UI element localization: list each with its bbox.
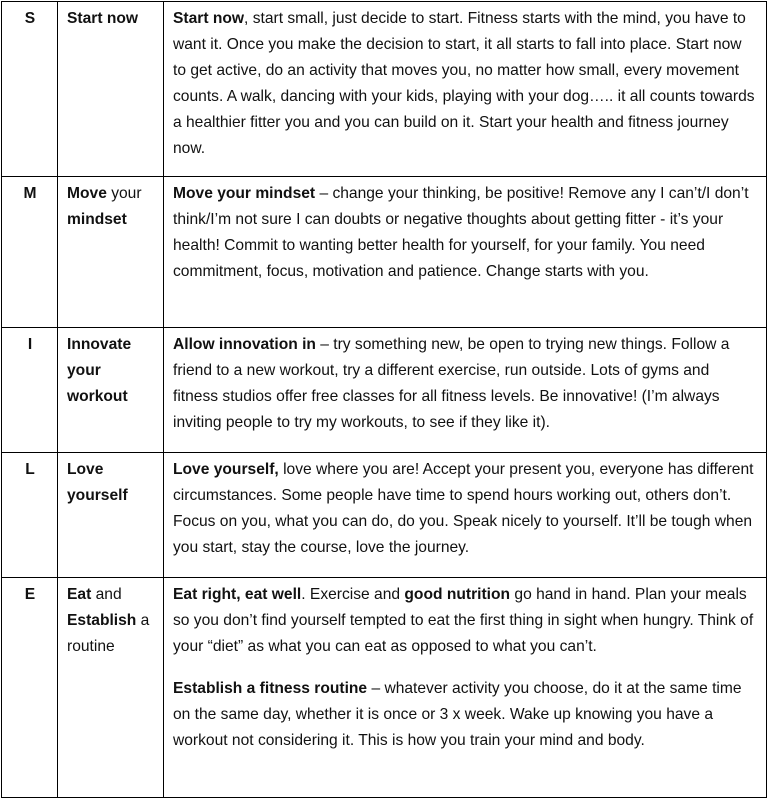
description-bold-text: Establish a fitness routine — [173, 680, 368, 697]
description-bold-text: Start now — [173, 10, 245, 27]
description-text: – change your thinking, be positive! Remove any I can’t/I don’t think/I’m not sure I can doubts or negative thoughts about getting fitter - it’s your health! Commit to wanting better health for yourself, for your family. You need commitment, focus, motivation and patience. Change starts with you. — [173, 185, 749, 280]
description-text: , start small, just decide to start. Fitness starts with the mind, you have to want it. Once you make the decision to start, it all starts to fall into place. Start now to get active, do an activity that moves you, no matter how small, every movement counts. A walk, dancing with your kids, playing with your dog….. it all counts towards a healthier fitter you and you can build on it. Start your health and fitness journey now. — [173, 10, 755, 157]
description-text: – try something new, be open to trying new things. Follow a friend to a new workout, try a different exercise, run outside. Lots of gyms and fitness studios offer free classes for all fitness levels. Be innovative! (I’m always inviting people to try my workouts, to see if they like it). — [173, 336, 730, 431]
theme-text: Love yourself — [67, 461, 128, 504]
description-cell — [164, 328, 767, 453]
theme-cell — [58, 177, 164, 328]
theme-text: Innovate your workout — [67, 336, 132, 405]
description-paragraph — [173, 582, 758, 660]
description-bold-text: Love yourself, — [173, 461, 279, 478]
theme-text: Eat — [67, 586, 92, 603]
theme-cell — [58, 2, 164, 177]
description-paragraph — [173, 676, 758, 754]
theme-text: Establish — [67, 612, 137, 629]
theme-cell — [58, 578, 164, 798]
letter-cell — [2, 453, 58, 578]
letter: E — [24, 586, 36, 603]
theme-text: your — [106, 185, 142, 202]
theme-cell — [58, 328, 164, 453]
theme-text: Move — [67, 185, 107, 202]
description-paragraph — [173, 181, 758, 285]
letter-cell — [2, 578, 58, 798]
description-cell — [164, 177, 767, 328]
description-cell — [164, 453, 767, 578]
theme-text: a routine — [67, 612, 150, 655]
description-bold-text: Eat right, eat well — [173, 586, 302, 603]
table-row-s — [2, 2, 767, 177]
theme-text: and — [91, 586, 122, 603]
description-cell — [164, 578, 767, 798]
table-row-e — [2, 578, 767, 798]
table-row-l — [2, 453, 767, 578]
theme-cell — [58, 453, 164, 578]
description-paragraph — [173, 332, 758, 436]
letter: M — [23, 185, 37, 202]
letter: L — [25, 461, 35, 478]
description-bold-text: Move your mindset — [173, 185, 316, 202]
letter: I — [27, 336, 33, 353]
table-row-i — [2, 328, 767, 453]
description-paragraph — [173, 6, 758, 162]
description-bold-text: Allow innovation in — [173, 336, 316, 353]
table-row-m — [2, 177, 767, 328]
description-text: . Exercise and — [301, 586, 405, 603]
letter-cell — [2, 177, 58, 328]
description-text: love where you are! Accept your present you, everyone has different circumstances. Some people have time to spend hours working out, others don’t. Focus on you, what you can do, do you. Speak nicely to yourself. It’ll be tough when you start, stay the course, love the journey. — [173, 461, 754, 556]
description-bold-text: good nutrition — [404, 586, 511, 603]
smile-table — [1, 1, 767, 798]
letter: S — [24, 10, 36, 27]
description-paragraph — [173, 457, 758, 561]
description-cell — [164, 2, 767, 177]
description-text: go hand in hand. Plan your meals so you don’t find yourself tempted to eat the first thing in sight when hungry. Think of your “diet” as what you can eat as opposed to what you can’t. — [173, 586, 754, 655]
letter-cell — [2, 2, 58, 177]
theme-text: mindset — [67, 211, 127, 228]
letter-cell — [2, 328, 58, 453]
theme-text: Start now — [67, 10, 139, 27]
description-text: – whatever activity you choose, do it at the same time on the same day, whether it is once or 3 x week. Wake up knowing you have a workout not considering it. This is how you train your mind and body. — [173, 680, 742, 749]
